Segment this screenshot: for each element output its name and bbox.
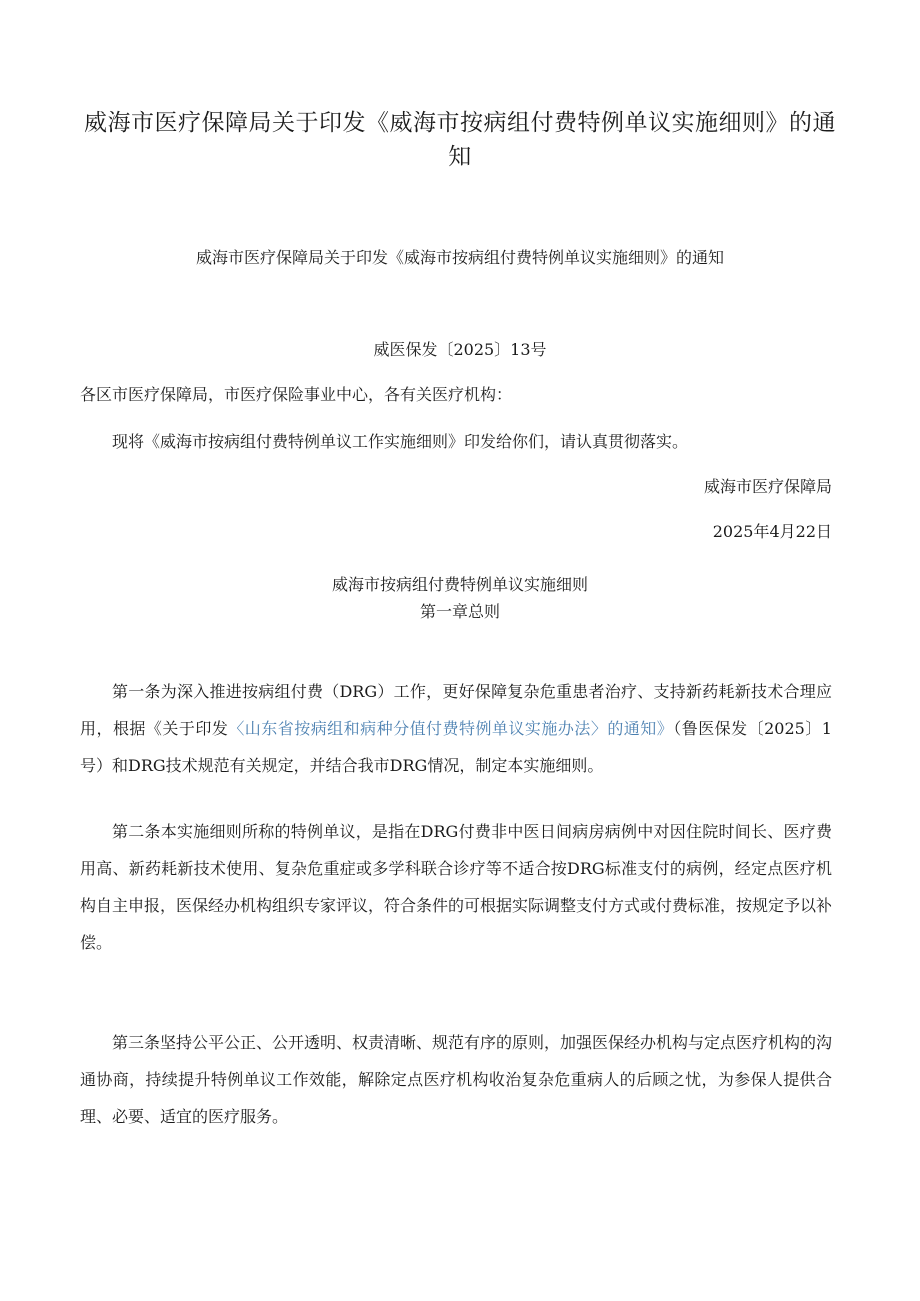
notice-body: 现将《威海市按病组付费特例单议工作实施细则》印发给你们，请认真贯彻落实。 <box>112 432 689 451</box>
main-title: 威海市医疗保障局关于印发《威海市按病组付费特例单议实施细则》的通知 <box>84 110 836 170</box>
doc-number: 威医保发〔2025〕13号 <box>373 340 547 359</box>
issuer: 威海市医疗保障局 <box>703 477 832 496</box>
article-1-text-end: （鲁医保发〔2025〕1号）和DRG技术规范有关规定，并结合我市DRG情况，制定本实施细则。 <box>80 719 832 775</box>
rules-title: 威海市按病组付费特例单议实施细则 <box>331 575 588 594</box>
issue-date: 2025年4月22日 <box>712 522 832 541</box>
policy-document-link[interactable]: 〈山东省按病组和病种分值付费特例单议实施办法〉的通知》 <box>228 719 674 738</box>
article-2: 第二条本实施细则所称的特例单议，是指在DRG付费非中医日间病房病例中对因住院时间长、医疗费用高、新药耗新技术使用、复杂危重症或多学科联合诊疗等不适合按DRG标准支付的病例，经定点医疗机构自主申报，医保经办机构组织专家评议，符合条件的可根据实际调整支付方式或付费标准，按规定予以补偿。 <box>80 822 833 952</box>
article-1-text-start: 第一条为深入推进按病组付费（DRG）工作，更好保障复杂危重患者治疗、支持新药耗新技术合理应用，根据《关于印发 <box>80 682 832 738</box>
article-1 <box>80 673 832 784</box>
subtitle: 威海市医疗保障局关于印发《威海市按病组付费特例单议实施细则》的通知 <box>195 248 724 267</box>
recipients: 各区市医疗保障局，市医疗保险事业中心，各有关医疗机构： <box>80 385 513 404</box>
article-3: 第三条坚持公平公正、公开透明、权责清晰、规范有序的原则，加强医保经办机构与定点医疗机构的沟通协商，持续提升特例单议工作效能，解除定点医疗机构收治复杂危重病人的后顾之忧，为参保人提供合理、必要、适宜的医疗服务。 <box>80 1033 833 1126</box>
chapter-title: 第一章总则 <box>419 602 500 621</box>
